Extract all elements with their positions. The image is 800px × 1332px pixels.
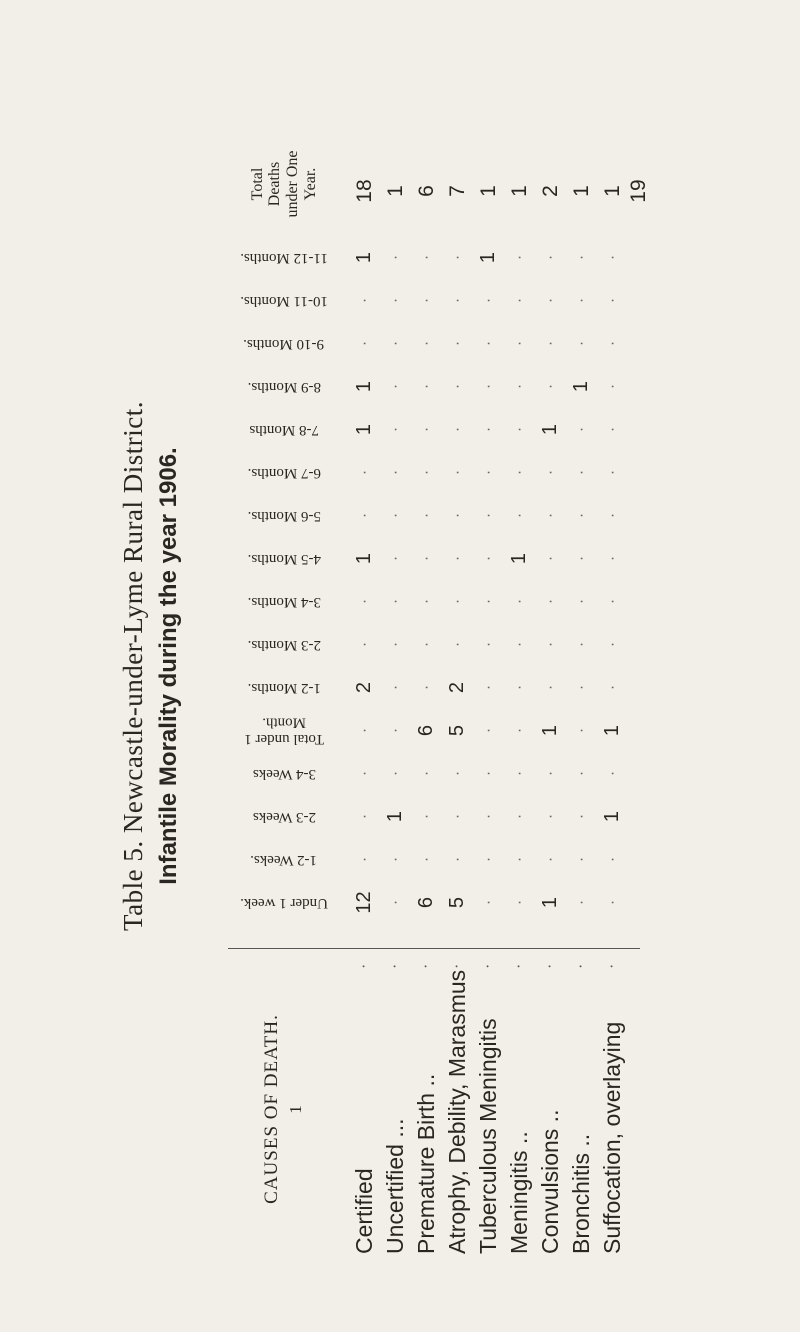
header-period: 3-4 Weeks [252, 765, 316, 782]
cause-label: Convulsions .. [537, 1109, 563, 1254]
table-cell: · [356, 297, 373, 304]
table-cell: · [356, 770, 373, 777]
table-cell: · [418, 555, 435, 562]
table-cell: · [356, 856, 373, 863]
table-cell: · [480, 598, 497, 605]
table-cell: · [511, 340, 528, 347]
table-cell: · [604, 426, 621, 433]
table-cell: · [480, 684, 497, 691]
table-cell: · [480, 469, 497, 476]
table-cell: · [542, 340, 559, 347]
table-cell: 1 [353, 552, 375, 565]
header-period: 11-12 Months. [240, 249, 328, 266]
table-cell: · [542, 641, 559, 648]
table-cell: · [387, 383, 404, 390]
table-cell: · [449, 770, 466, 777]
table-cell: · [387, 340, 404, 347]
table-cell: · [573, 512, 590, 519]
table-cell: · [573, 770, 590, 777]
table-cell: 1 [353, 380, 375, 393]
header-period: 7-8 Months [249, 421, 319, 438]
table-cell: · [573, 555, 590, 562]
table-cell: · [356, 340, 373, 347]
table-cell: · [604, 641, 621, 648]
leader-dots: · [511, 963, 528, 969]
header-period: 1-2 Weeks. [250, 851, 318, 868]
column-rule [228, 948, 640, 949]
table-cell: · [356, 727, 373, 734]
table-cell: · [604, 555, 621, 562]
table-row [441, 139, 474, 1254]
table-cell: 1 [384, 810, 406, 823]
table-cell: · [573, 641, 590, 648]
table-cell: · [418, 297, 435, 304]
table-row [565, 139, 598, 1254]
table-cell: · [511, 813, 528, 820]
table-row [472, 139, 505, 1254]
table-cell: · [387, 856, 404, 863]
cause-label: Certified [351, 1168, 377, 1254]
table-cell: · [542, 856, 559, 863]
table-cell: · [604, 383, 621, 390]
table-row [379, 139, 412, 1254]
table-cell: 1 [601, 724, 623, 737]
leader-dots: · [449, 963, 466, 969]
table-caption [118, 0, 183, 1332]
leader-dots: · [418, 963, 435, 969]
cause-label: Premature Birth .. [413, 1073, 439, 1254]
table-cell: 12 [353, 891, 375, 914]
table-cell: · [480, 813, 497, 820]
header-period: 6-7 Months. [247, 464, 321, 481]
mortality-table [228, 139, 650, 1254]
leader-dots: · [604, 963, 621, 969]
leader-dots: · [573, 963, 590, 969]
table-cell: 2 [446, 681, 468, 694]
table-cell: · [511, 770, 528, 777]
table-cell: · [387, 297, 404, 304]
table-cell: · [511, 469, 528, 476]
table-cell: · [604, 684, 621, 691]
table-cell: · [418, 340, 435, 347]
table-cell: 1 [539, 724, 561, 737]
table-cell: · [604, 340, 621, 347]
grand-total: 19 [627, 179, 650, 203]
header-period: 4-5 Months. [247, 550, 321, 567]
row-total: 18 [353, 179, 376, 203]
table-cell: · [418, 856, 435, 863]
table-cell: · [604, 469, 621, 476]
table-subtitle: Infantile Morality during the year 1906. [155, 447, 182, 885]
table-cell: · [449, 598, 466, 605]
table-cell: · [418, 469, 435, 476]
table-cell: · [449, 340, 466, 347]
table-cell: · [573, 598, 590, 605]
table-cell: · [449, 383, 466, 390]
table-cell: · [387, 684, 404, 691]
table-cell: · [480, 555, 497, 562]
table-cell: · [356, 598, 373, 605]
table-cell: · [542, 813, 559, 820]
table-cell: · [418, 813, 435, 820]
table-cell: · [511, 641, 528, 648]
table-cell: · [480, 426, 497, 433]
table-cell: · [387, 770, 404, 777]
row-total: 1 [570, 185, 593, 197]
table-cell: · [387, 899, 404, 906]
header-causes-number: 1 [286, 1104, 306, 1114]
table-row [534, 139, 567, 1254]
table-cell: 1 [353, 251, 375, 264]
table-cell: 1 [570, 380, 592, 393]
leader-dots: · [356, 963, 373, 969]
row-total: 2 [539, 185, 562, 197]
table-cell: · [418, 383, 435, 390]
table-cell: · [449, 469, 466, 476]
table-cell: · [542, 684, 559, 691]
table-cell: · [604, 598, 621, 605]
table-cell: 2 [353, 681, 375, 694]
table-cell: · [480, 297, 497, 304]
table-row [348, 139, 381, 1254]
header-period: 5-6 Months. [247, 507, 321, 524]
table-cell: · [573, 469, 590, 476]
table-cell: · [449, 555, 466, 562]
table-cell: · [542, 254, 559, 261]
leader-dots: · [387, 963, 404, 969]
table-cell: · [542, 512, 559, 519]
table-cell: · [573, 813, 590, 820]
table-cell: 5 [446, 724, 468, 737]
table-cell: · [387, 555, 404, 562]
table-cell: · [387, 469, 404, 476]
table-cell: · [511, 297, 528, 304]
header-causes [228, 964, 340, 1254]
header-period: 2-3 Months. [247, 636, 321, 653]
table-cell: · [604, 297, 621, 304]
table-cell: · [542, 297, 559, 304]
row-total: 1 [384, 185, 407, 197]
table-cell: · [418, 598, 435, 605]
header-total: Total Deaths under One Year. [248, 150, 319, 218]
table-cell: · [511, 727, 528, 734]
table-cell: · [511, 684, 528, 691]
row-total: 1 [477, 185, 500, 197]
table-cell: · [449, 512, 466, 519]
table-cell: · [573, 856, 590, 863]
table-cell: 1 [601, 810, 623, 823]
table-cell: · [511, 899, 528, 906]
table-cell: · [449, 856, 466, 863]
leader-dots: · [480, 963, 497, 969]
table-cell: · [480, 383, 497, 390]
table-cell: 5 [446, 896, 468, 909]
table-cell: · [511, 856, 528, 863]
table-cell: 1 [508, 552, 530, 565]
table-row [410, 139, 443, 1254]
header-period: 3-4 Months. [247, 593, 321, 610]
cause-label: Suffocation, overlaying [599, 1021, 625, 1254]
table-cell: · [542, 383, 559, 390]
table-cell: · [604, 856, 621, 863]
leader-dots: · [542, 963, 559, 969]
header-period: 2-3 Weeks [252, 808, 316, 825]
table-cell: · [604, 770, 621, 777]
table-cell: · [418, 770, 435, 777]
table-cell: · [387, 254, 404, 261]
table-cell: · [604, 899, 621, 906]
table-cell: · [449, 254, 466, 261]
row-total: 6 [415, 185, 438, 197]
table-title: Table 5. Newcastle-under-Lyme Rural District. [118, 401, 148, 931]
table-cell: · [573, 340, 590, 347]
table-cell: · [480, 727, 497, 734]
table-cell: · [511, 383, 528, 390]
table-cell: · [418, 254, 435, 261]
table-cell: · [387, 641, 404, 648]
table-cell: · [356, 512, 373, 519]
header-period: Total under 1 Month. [244, 714, 324, 747]
header-causes-label: CAUSES OF DEATH. [261, 1014, 283, 1204]
table-cell: · [480, 856, 497, 863]
table-cell: · [573, 727, 590, 734]
table-cell: · [449, 813, 466, 820]
table-cell: · [542, 770, 559, 777]
row-total: 1 [508, 185, 531, 197]
table-cell: · [480, 512, 497, 519]
table-cell: · [387, 598, 404, 605]
header-period: 10-11 Months. [240, 292, 328, 309]
table-row [503, 139, 536, 1254]
table-cell: · [573, 426, 590, 433]
table-cell: · [511, 426, 528, 433]
table-cell: · [480, 641, 497, 648]
table-cell: · [542, 598, 559, 605]
table-cell: · [356, 813, 373, 820]
table-cell: · [573, 254, 590, 261]
header-period: 8-9 Months. [247, 378, 321, 395]
table-cell: · [573, 297, 590, 304]
cause-label: Uncertified ... [382, 1118, 408, 1254]
table-cell: 1 [539, 423, 561, 436]
header-period: Under 1 week. [240, 894, 328, 911]
table-cell: · [418, 512, 435, 519]
table-cell: · [449, 641, 466, 648]
table-cell: · [604, 254, 621, 261]
table-cell: 6 [415, 896, 437, 909]
row-total: 7 [446, 185, 469, 197]
table-cell: · [573, 684, 590, 691]
table-cell: · [511, 598, 528, 605]
table-cell: · [356, 469, 373, 476]
table-cell: · [542, 469, 559, 476]
table-cell: 1 [539, 896, 561, 909]
table-cell: · [604, 512, 621, 519]
cause-label: Meningitis .. [506, 1131, 532, 1254]
table-cell: · [387, 727, 404, 734]
table-cell: · [480, 899, 497, 906]
cause-label: Bronchitis .. [568, 1133, 594, 1254]
table-cell: · [449, 426, 466, 433]
table-cell: · [418, 641, 435, 648]
table-cell: · [356, 641, 373, 648]
table-row [596, 139, 629, 1254]
cause-label: Atrophy, Debility, Marasmus [444, 969, 470, 1254]
cause-label: Tuberculous Meningitis [475, 1018, 501, 1254]
table-cell: · [480, 340, 497, 347]
table-cell: · [387, 426, 404, 433]
table-cell: · [449, 297, 466, 304]
table-cell: · [418, 426, 435, 433]
table-cell: · [418, 684, 435, 691]
table-cell: 6 [415, 724, 437, 737]
row-total: 1 [601, 185, 624, 197]
table-cell: 1 [353, 423, 375, 436]
table-cell: · [573, 899, 590, 906]
table-cell: · [511, 512, 528, 519]
table-cell: · [387, 512, 404, 519]
table-cell: · [542, 555, 559, 562]
header-period: 9-10 Months. [243, 335, 325, 352]
header-period: 1-2 Months. [247, 679, 321, 696]
table-cell: · [480, 770, 497, 777]
table-cell: 1 [477, 251, 499, 264]
table-cell: · [511, 254, 528, 261]
